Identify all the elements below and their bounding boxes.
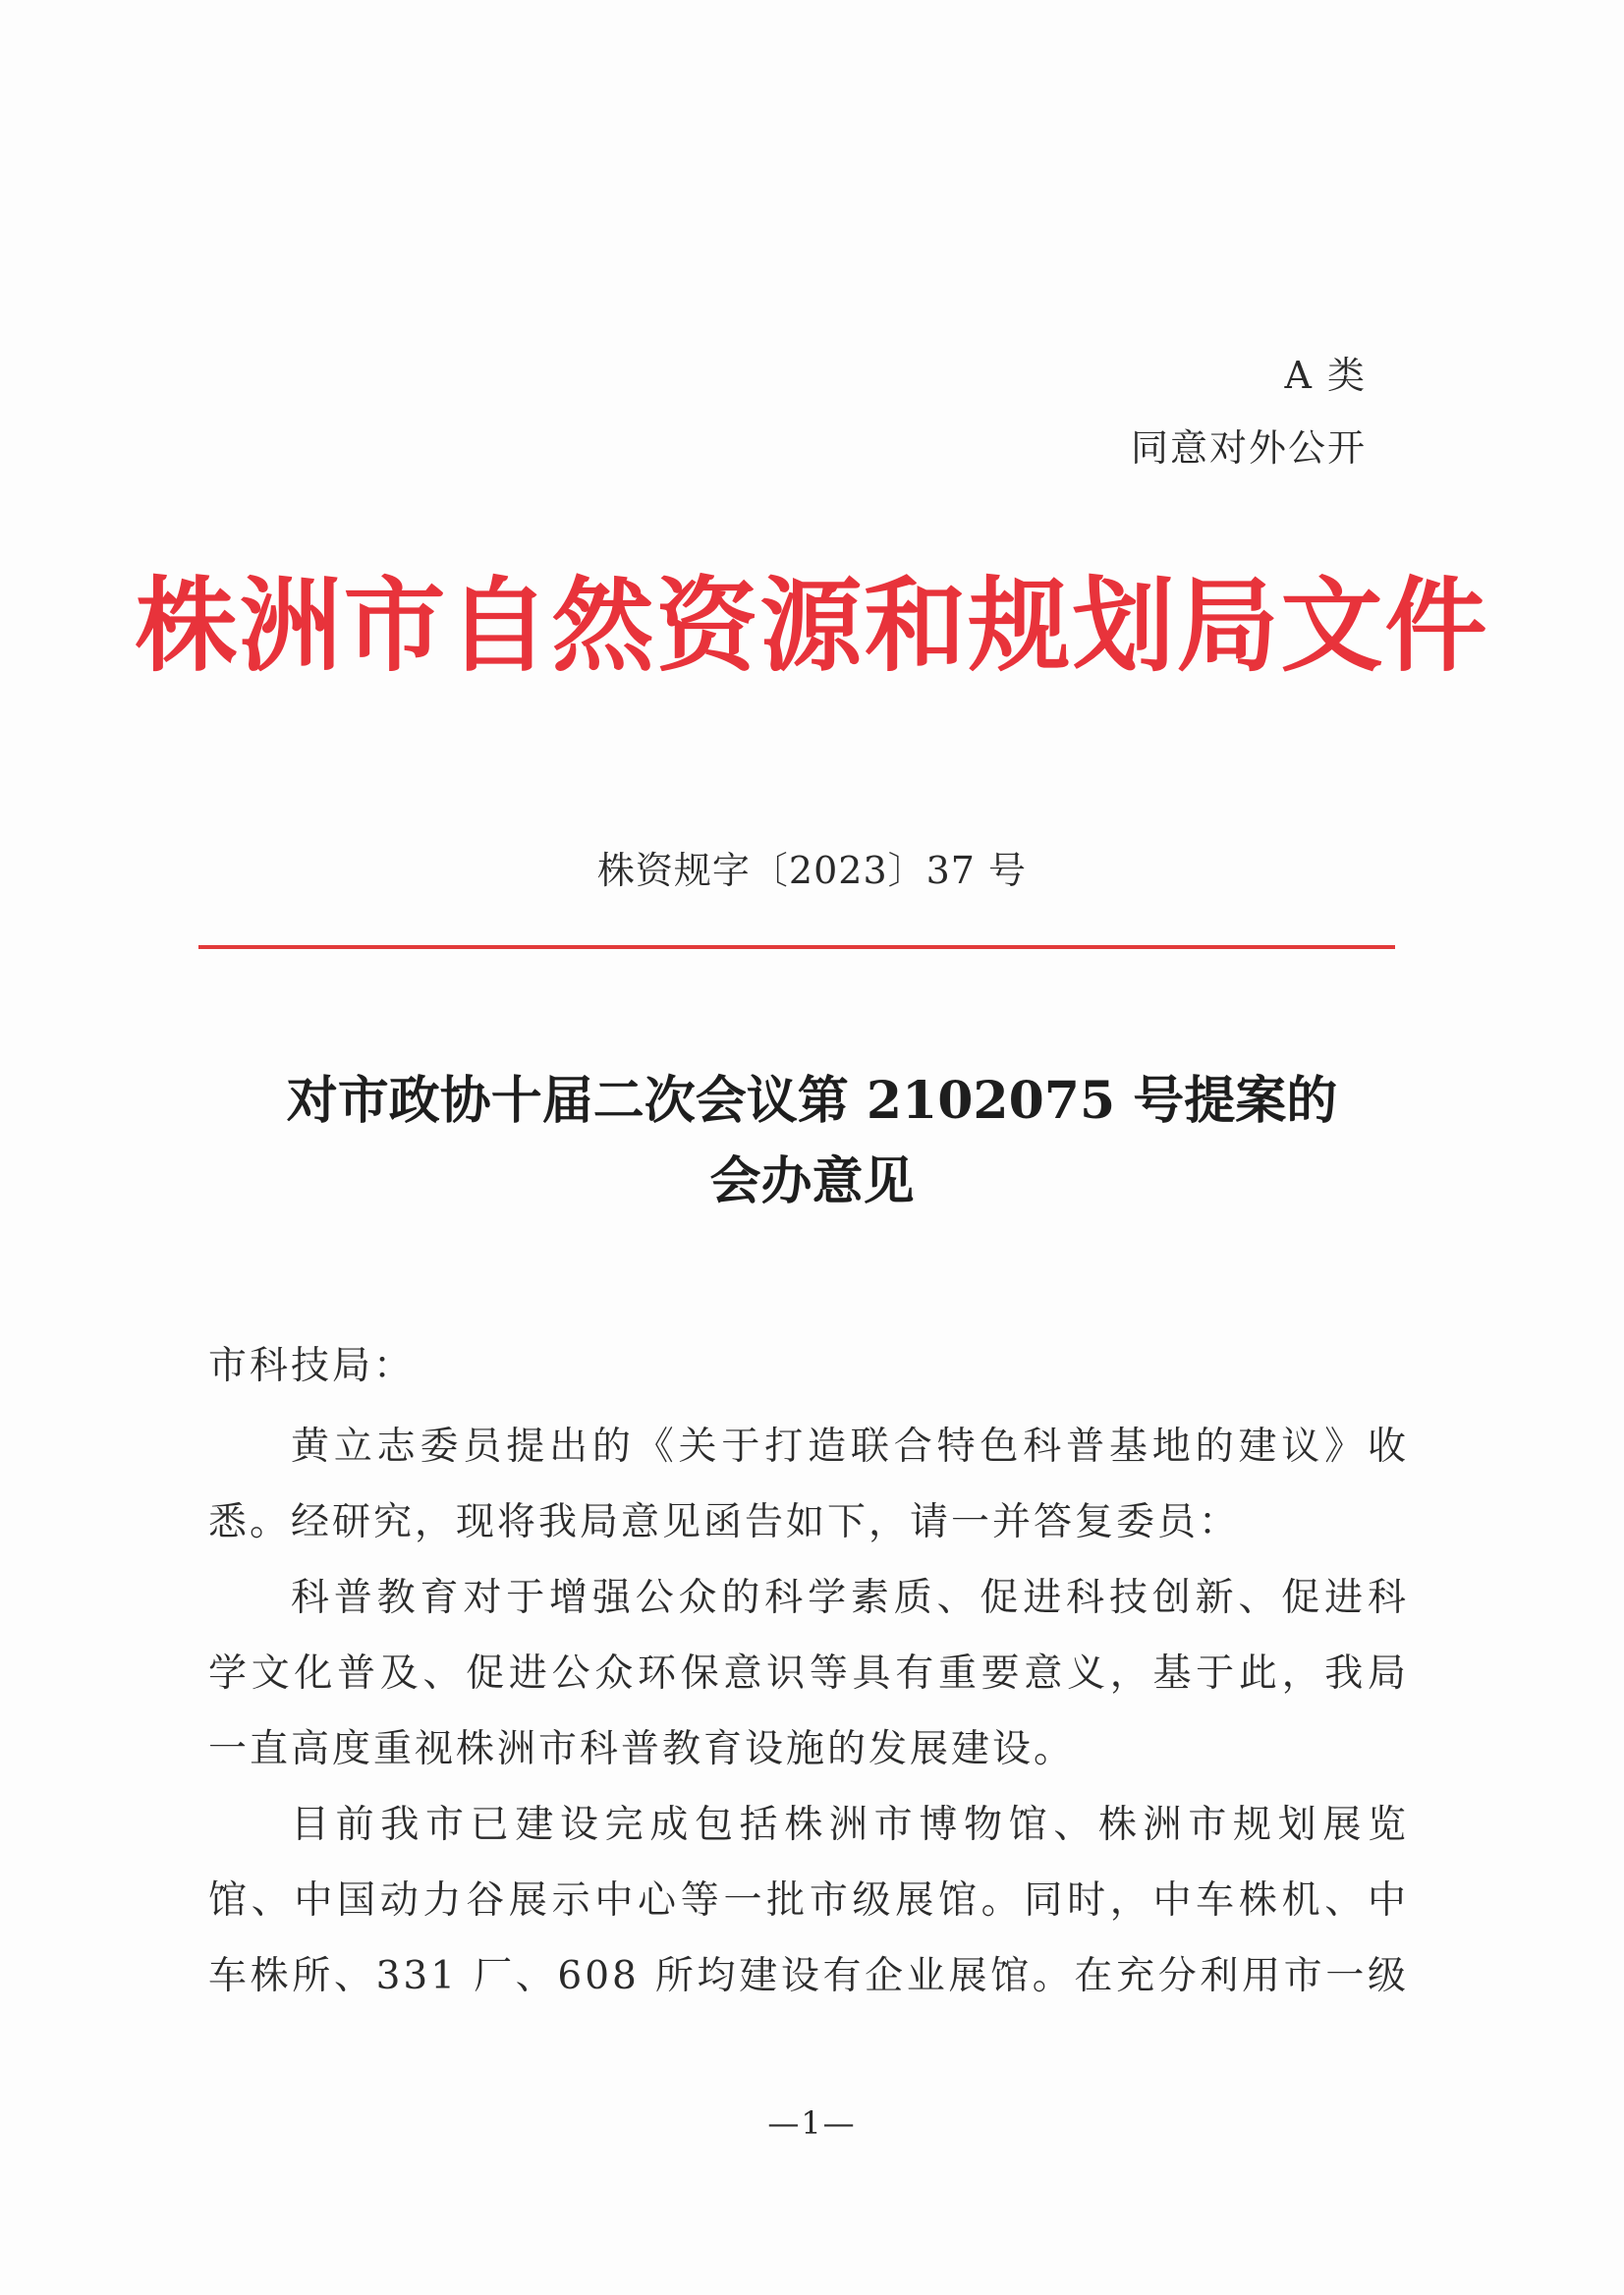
body-line: 馆、中国动力谷展示中心等一批市级展馆。同时，中车株机、中	[208, 1878, 1409, 1923]
body-line: 一直高度重视株洲市科普教育设施的发展建设。	[208, 1727, 1076, 1771]
body-line: 目前我市已建设完成包括株洲市博物馆、株洲市规划展览	[291, 1803, 1409, 1847]
page-number: —1—	[767, 2104, 857, 2142]
body-line: 车株所、331 厂、608 所均建设有企业展馆。在充分利用市一级	[208, 1954, 1409, 1998]
salutation: 市科技局：	[208, 1344, 416, 1388]
body-line: 科普教育对于增强公众的科学素质、促进科技创新、促进科	[291, 1576, 1409, 1620]
classification-level: A 类	[1284, 354, 1367, 397]
issuing-authority-heading: 株洲市自然资源和规划局文件	[135, 566, 1489, 686]
document-title	[0, 1061, 1624, 1222]
title-line-1: 对市政协十届二次会议第 2102075 号提案的	[286, 1071, 1338, 1131]
red-divider-line	[198, 945, 1395, 949]
body-line: 黄立志委员提出的《关于打造联合特色科普基地的建议》收	[291, 1425, 1409, 1469]
title-line-2: 会办意见	[709, 1151, 915, 1211]
body-line: 学文化普及、促进公众环保意识等具有重要意义，基于此，我局	[208, 1651, 1409, 1696]
document-classification	[1131, 339, 1367, 484]
body-line: 悉。经研究，现将我局意见函告如下，请一并答复委员：	[208, 1500, 1241, 1544]
document-number: 株资规字〔2023〕37 号	[596, 849, 1028, 892]
document-body	[208, 1328, 1409, 2014]
disclosure-status: 同意对外公开	[1130, 426, 1367, 470]
